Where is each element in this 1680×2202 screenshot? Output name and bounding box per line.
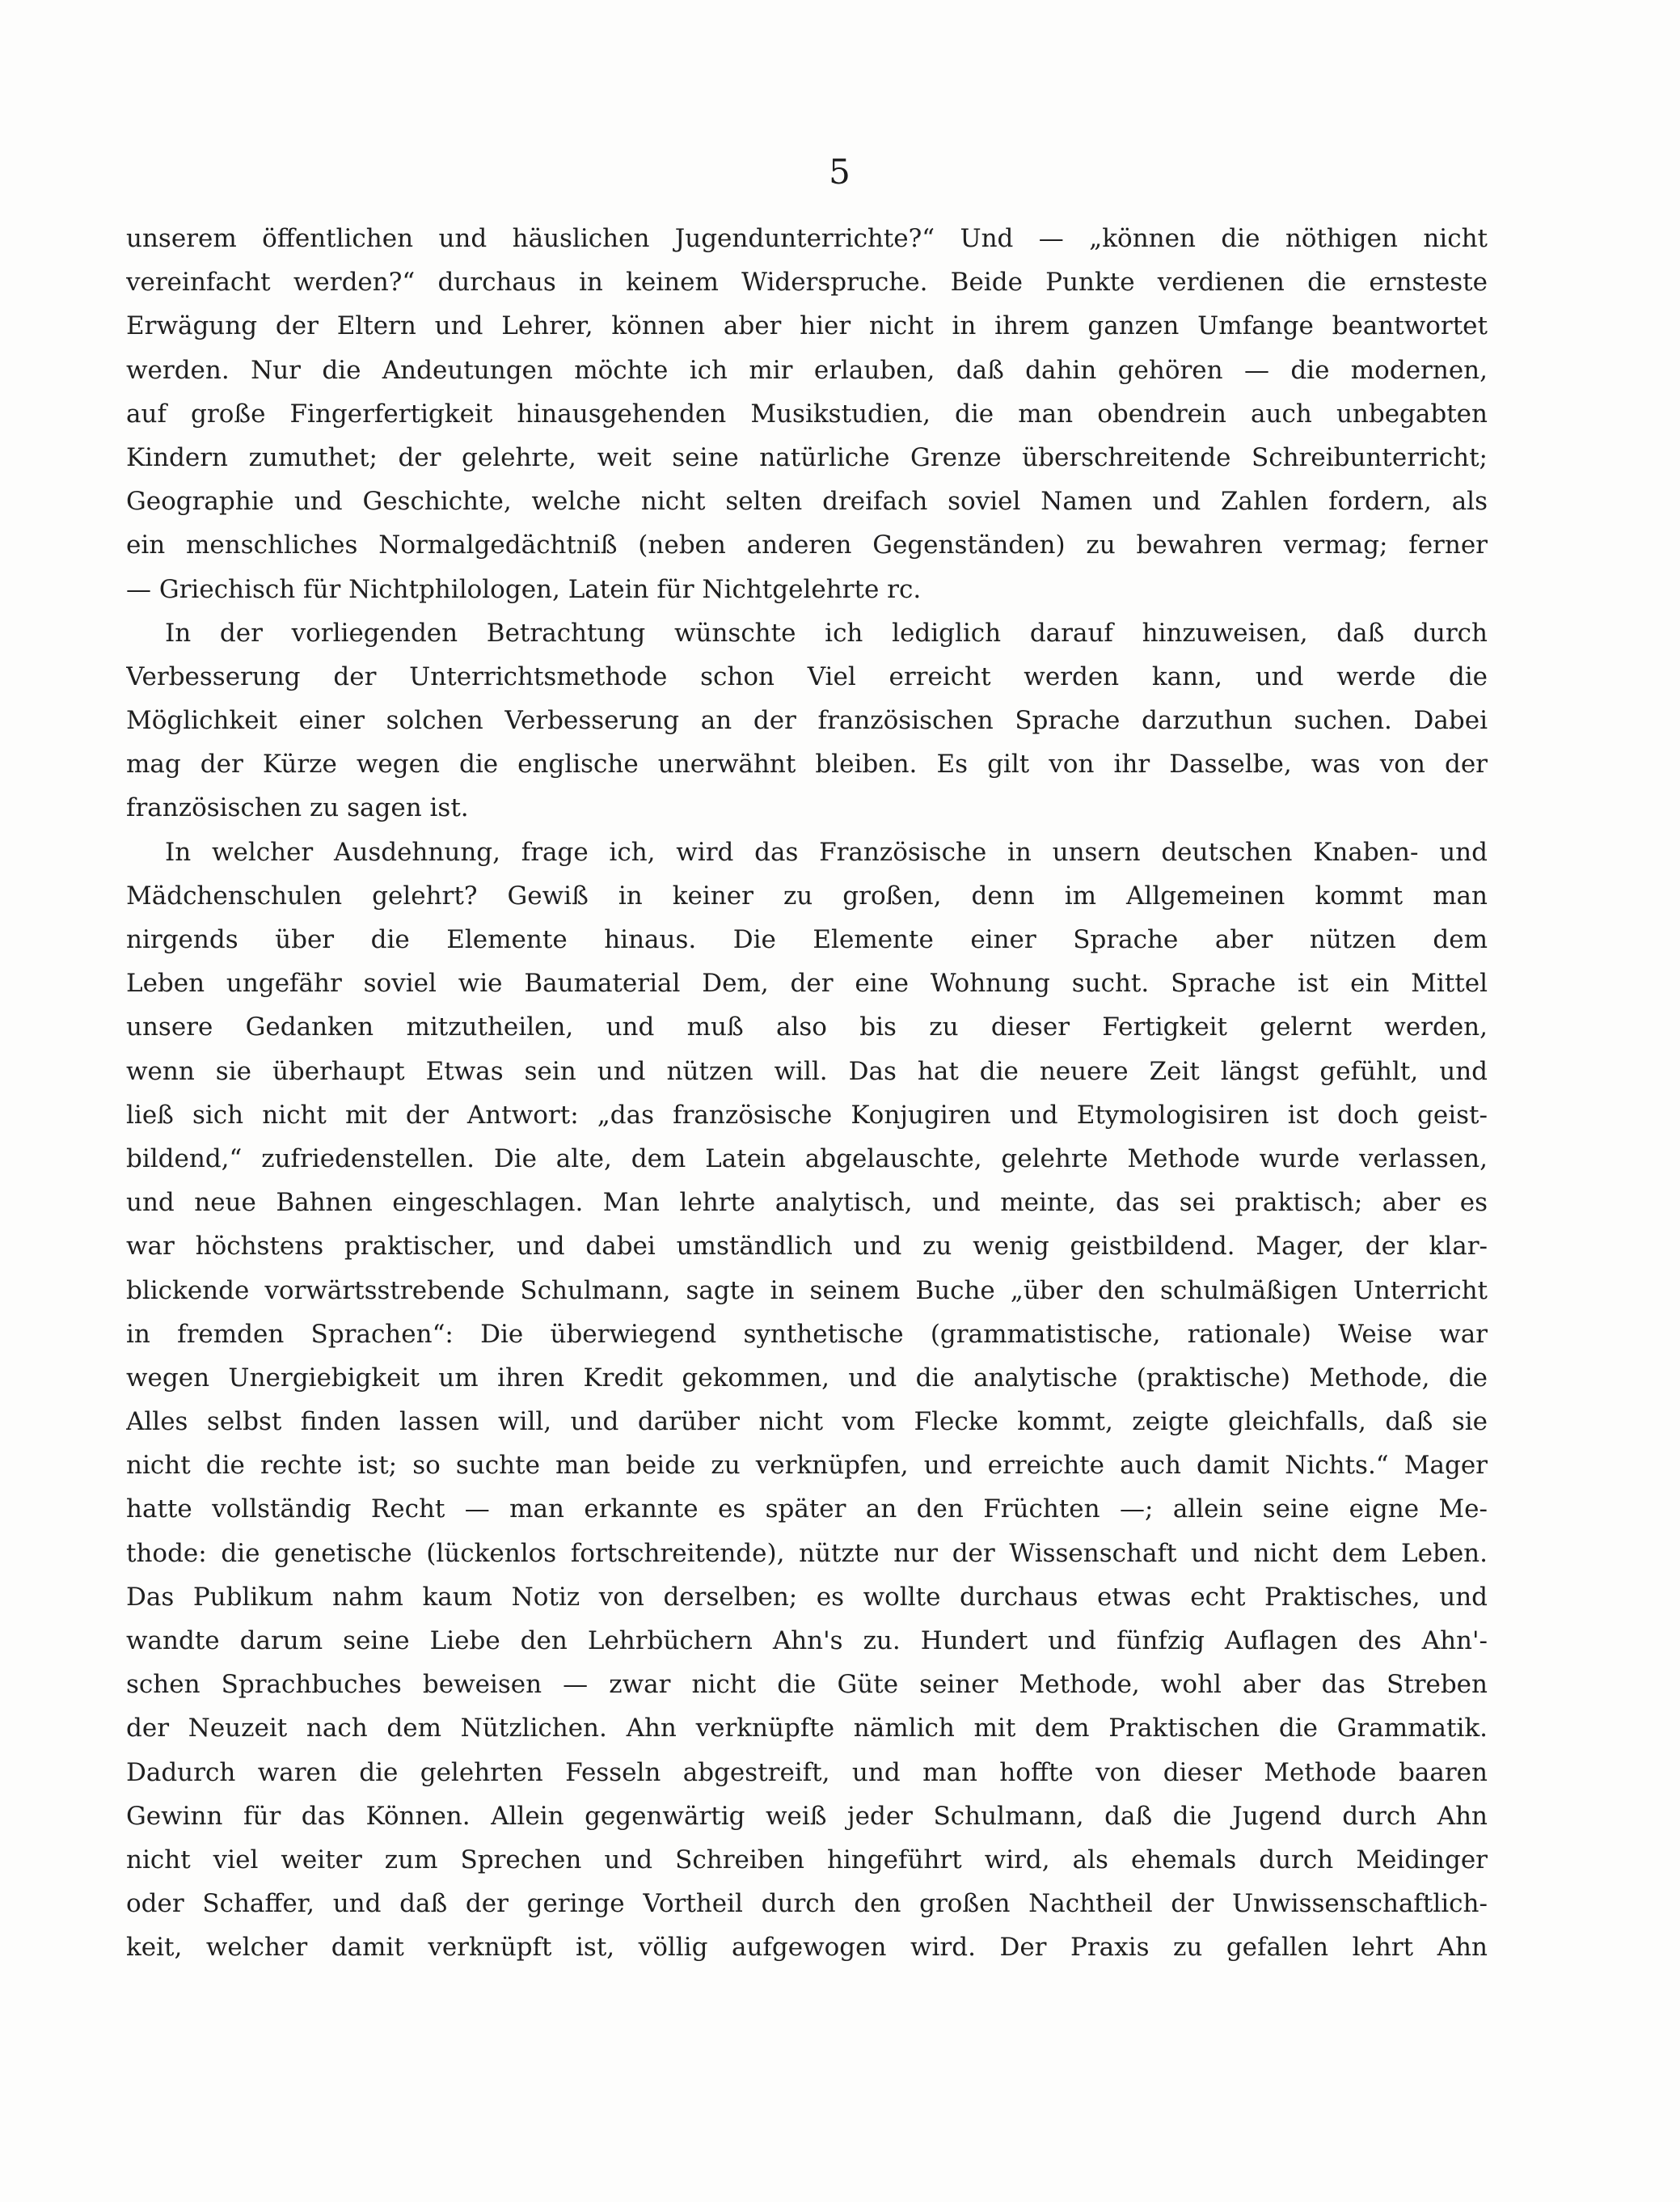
text-line: Erwägung der Eltern und Lehrer, können aber hier nicht in ihrem ganzen Umfange beantwortet bbox=[126, 311, 1488, 341]
text-line: keit, welcher damit verknüpft ist, völlig aufgewogen wird. Der Praxis zu gefallen lehrt Ahn bbox=[126, 1933, 1488, 1963]
text-line: auf große Fingerfertigkeit hinausgehenden Musikstudien, die man obendrein auch unbegabten bbox=[126, 399, 1488, 429]
text-line: blickende vorwärtsstrebende Schulmann, sagte in seinem Buche „über den schulmäßigen Unterricht bbox=[126, 1275, 1488, 1305]
text-line: unserem öffentlichen und häuslichen Jugendunterrichte?“ Und — „können die nöthigen nicht bbox=[126, 224, 1488, 253]
text-line: der Neuzeit nach dem Nützlichen. Ahn verknüpfte nämlich mit dem Praktischen die Grammatik. bbox=[126, 1714, 1488, 1743]
text-line: Leben ungefähr soviel wie Baumaterial Dem, der eine Wohnung sucht. Sprache ist ein Mittel bbox=[126, 969, 1488, 999]
page-number: 5 bbox=[829, 152, 851, 192]
text-line: Gewinn für das Können. Allein gegenwärtig weiß jeder Schulmann, daß die Jugend durch Ahn bbox=[126, 1801, 1488, 1831]
text-line: hatte vollständig Recht — man erkannte es später an den Früchten —; allein seine eigne Me- bbox=[126, 1494, 1488, 1524]
text-line: In welcher Ausdehnung, frage ich, wird das Französische in unsern deutschen Knaben- und bbox=[165, 837, 1488, 867]
text-line: ein menschliches Normalgedächtniß (neben anderen Gegenständen) zu bewahren vermag; ferner bbox=[126, 530, 1488, 560]
text-line: und neue Bahnen eingeschlagen. Man lehrte analytisch, und meinte, das sei praktisch; aber es bbox=[126, 1188, 1488, 1218]
text-line: oder Schaffer, und daß der geringe Vortheil durch den großen Nachtheil der Unwissenschaftlich- bbox=[126, 1889, 1488, 1919]
text-line: nicht viel weiter zum Sprechen und Schreiben hingeführt wird, als ehemals durch Meidinger bbox=[126, 1845, 1488, 1874]
text-line: nirgends über die Elemente hinaus. Die Elemente einer Sprache aber nützen dem bbox=[126, 925, 1488, 954]
text-line: Alles selbst finden lassen will, und darüber nicht vom Flecke kommt, zeigte gleichfalls, daß sie bbox=[126, 1407, 1488, 1437]
text-line: Verbesserung der Unterrichtsmethode schon Viel erreicht werden kann, und werde die bbox=[126, 661, 1488, 691]
text-line: werden. Nur die Andeutungen möchte ich mir erlauben, daß dahin gehören — die modernen, bbox=[126, 355, 1488, 385]
text-line: wegen Unergiebigkeit um ihren Kredit gekommen, und die analytische (praktische) Methode, die bbox=[126, 1363, 1488, 1393]
text-line: thode: die genetische (lückenlos fortschreitende), nützte nur der Wissenschaft und nicht dem Leben. bbox=[126, 1538, 1488, 1568]
text-line: Mädchenschulen gelehrt? Gewiß in keiner zu großen, denn im Allgemeinen kommt man bbox=[126, 881, 1488, 911]
text-line: — Griechisch für Nichtphilologen, Latein für Nichtgelehrte rc. bbox=[126, 574, 922, 604]
text-line: Kindern zumuthet; der gelehrte, weit seine natürliche Grenze überschreitende Schreibunterricht; bbox=[126, 442, 1488, 472]
text-line: in fremden Sprachen“: Die überwiegend synthetische (grammatistische, rationale) Weise war bbox=[126, 1319, 1488, 1349]
text-line: unsere Gedanken mitzutheilen, und muß also bis zu dieser Fertigkeit gelernt werden, bbox=[126, 1012, 1488, 1042]
text-line: schen Sprachbuches beweisen — zwar nicht die Güte seiner Methode, wohl aber das Streben bbox=[126, 1670, 1488, 1700]
text-line: Möglichkeit einer solchen Verbesserung an der französischen Sprache darzuthun suchen. Dabei bbox=[126, 706, 1488, 736]
text-line: Dadurch waren die gelehrten Fesseln abgestreift, und man hoffte von dieser Methode baaren bbox=[126, 1757, 1488, 1787]
text-line: In der vorliegenden Betrachtung wünschte ich lediglich darauf hinzuweisen, daß durch bbox=[165, 618, 1488, 648]
text-line: vereinfacht werden?“ durchaus in keinem Widerspruche. Beide Punkte verdienen die ernsteste bbox=[126, 268, 1488, 298]
text-line: Geographie und Geschichte, welche nicht selten dreifach soviel Namen und Zahlen fordern, als bbox=[126, 487, 1488, 517]
text-line: ließ sich nicht mit der Antwort: „das französische Konjugiren und Etymologisiren ist doch geist- bbox=[126, 1100, 1488, 1130]
text-line: Das Publikum nahm kaum Notiz von derselben; es wollte durchaus etwas echt Praktisches, und bbox=[126, 1582, 1488, 1612]
text-line: war höchstens praktischer, und dabei umständlich und zu wenig geistbildend. Mager, der klar- bbox=[126, 1232, 1488, 1262]
body-text bbox=[126, 217, 1488, 1970]
text-line: französischen zu sagen ist. bbox=[126, 793, 469, 823]
text-line: wandte darum seine Liebe den Lehrbüchern Ahn's zu. Hundert und fünfzig Auflagen des Ahn'- bbox=[126, 1626, 1488, 1655]
text-line: mag der Kürze wegen die englische unerwähnt bleiben. Es gilt von ihr Dasselbe, was von der bbox=[126, 750, 1488, 780]
text-line: wenn sie überhaupt Etwas sein und nützen will. Das hat die neuere Zeit längst gefühlt, und bbox=[126, 1056, 1488, 1086]
text-line: nicht die rechte ist; so suchte man beide zu verknüpfen, und erreichte auch damit Nichts.“ Mager bbox=[126, 1451, 1488, 1481]
text-line: bildend,“ zufriedenstellen. Die alte, dem Latein abgelauschte, gelehrte Methode wurde verlassen, bbox=[126, 1143, 1488, 1173]
